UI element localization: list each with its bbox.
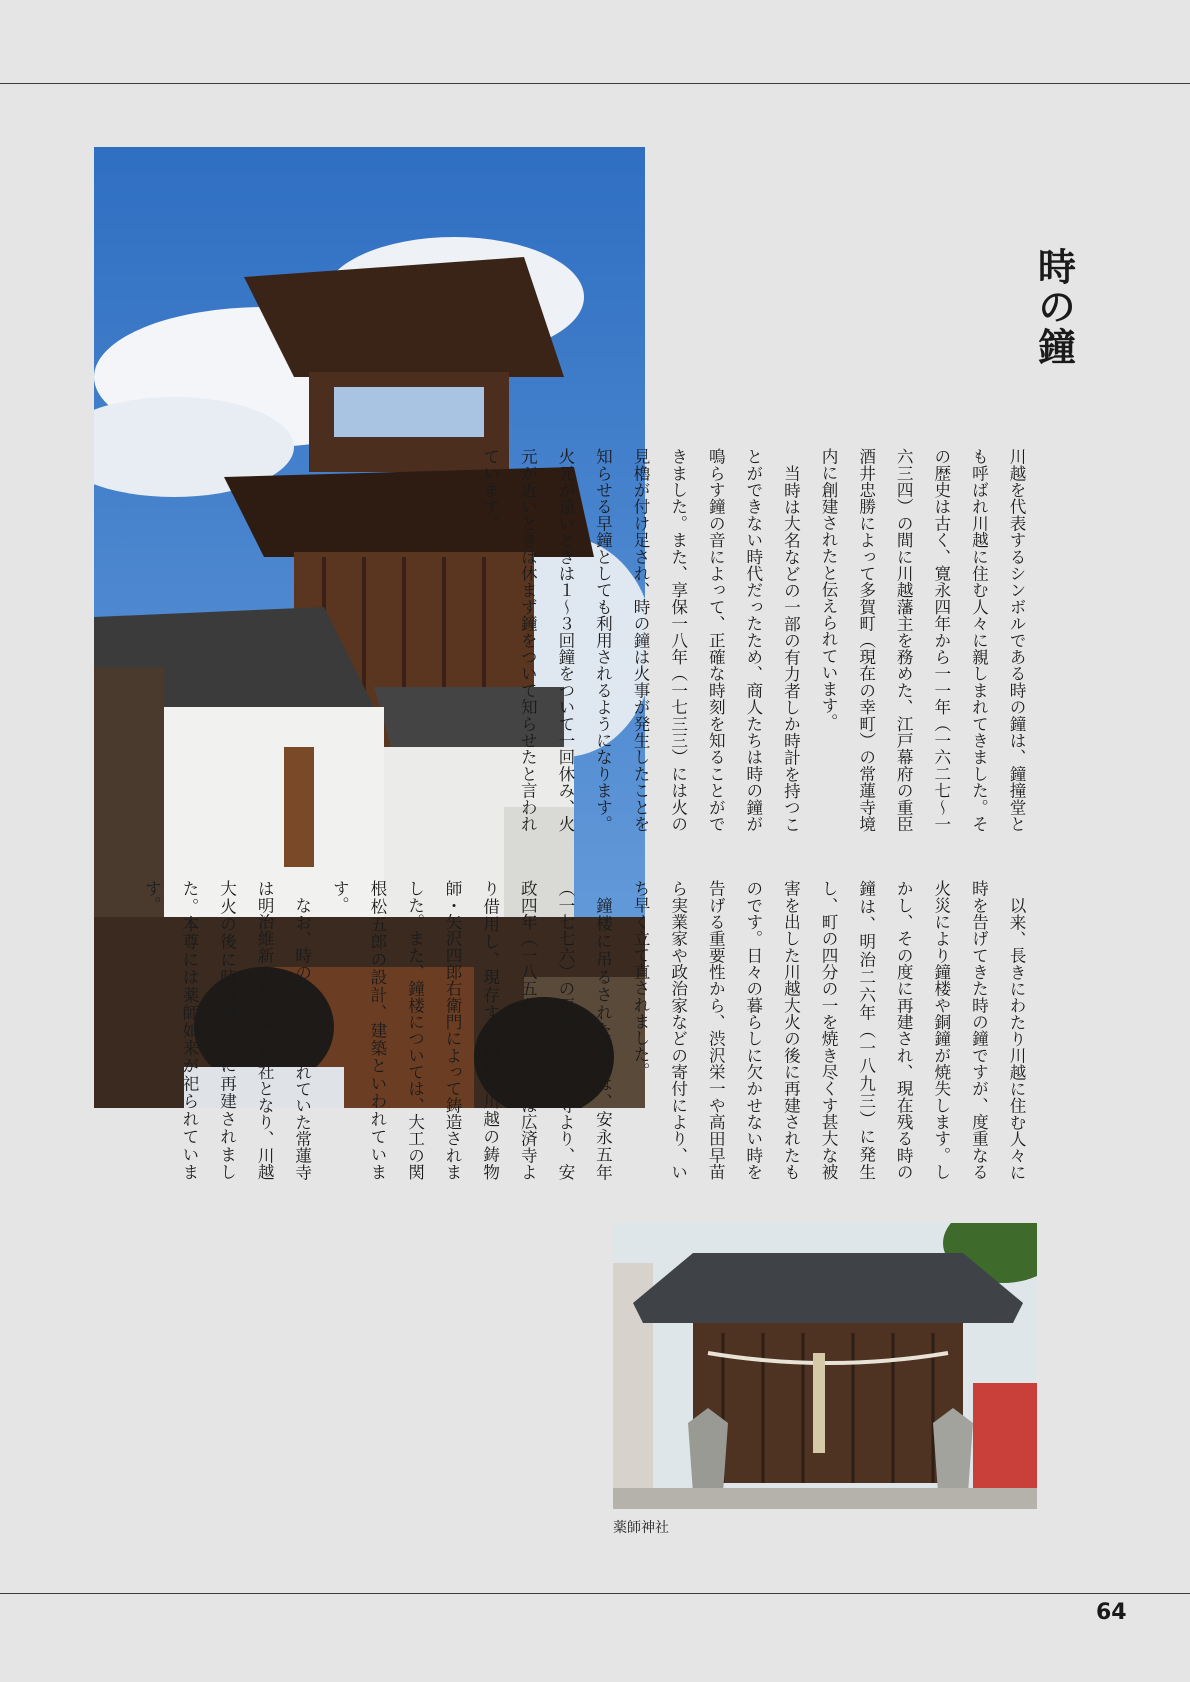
photo-caption: 薬師神社 (613, 1520, 669, 1536)
bottom-rule (0, 1593, 1190, 1594)
paragraph: 川越を代表するシンボルである時の鐘は、鐘撞堂とも呼ばれ川越に住む人々に親しまれてきました。その歴史は古く、寛永四年から一一年（一六二七～一六三四）の間に川越藩主を務めた、江戸幕府の重臣酒井忠勝によって多賀町（現在の幸町）の常蓮寺境内に創建されたと伝えられています。 (819, 448, 1026, 832)
paragraph: 鐘楼に吊るされた銅鐘は、安永五年（一七七六）の再建後は行伝寺より、安政四年（一八五七）の再建後は広済寺より借用し、現存する銅鐘は川越の鋳物師・矢沢四郎右衛門によって鋳造されました。また、鐘楼については、大工の関根松五郎の設計、建築といわれています。 (330, 880, 613, 1180)
top-rule (0, 83, 1190, 84)
paragraph: 当時は大名などの一部の有力者しか時計を持つことができない時代だったため、商人たちは時の鐘が鳴らす鐘の音によって、正確な時刻を知ることができました。また、享保一八年（一七三三）には火の見櫓が付け足され、時の鐘は火事が発生したことを知らせる早鐘としても利用されるようになります。火元が遠いときは１～３回鐘をついて一回休み、火元が近いときは休まず鐘をついて知らせたと言われています。 (480, 448, 801, 832)
article-section-1 (480, 448, 1035, 832)
yakushi-shrine-photo (613, 1223, 1037, 1509)
paragraph: 以来、長きにわたり川越に住む人々に時を告げてきた時の鐘ですが、度重なる火災により鐘楼や銅鐘が焼失します。しかし、その度に再建され、現在残る時の鐘は、明治二六年（一八九三）に発生し、町の四分の一を焼き尽くす甚大な被害を出した川越大火の後に再建されたものです。日々の暮らしに欠かせない時を告げる重要性から、渋沢栄一や高田早苗ら実業家や政治家などの寄付により、いち早く立て直されました。 (631, 880, 1026, 1180)
page-number: 64 (1096, 1600, 1127, 1625)
article-section-2 (142, 880, 1035, 1180)
page-title: 時の鐘 (1031, 247, 1077, 367)
paragraph: なお、時の鐘が建てられていた常蓮寺は明治維新の際に薬師神社となり、川越大火の後に時の鐘と共に再建されました。本尊には薬師如来が祀られています。 (142, 880, 312, 1180)
